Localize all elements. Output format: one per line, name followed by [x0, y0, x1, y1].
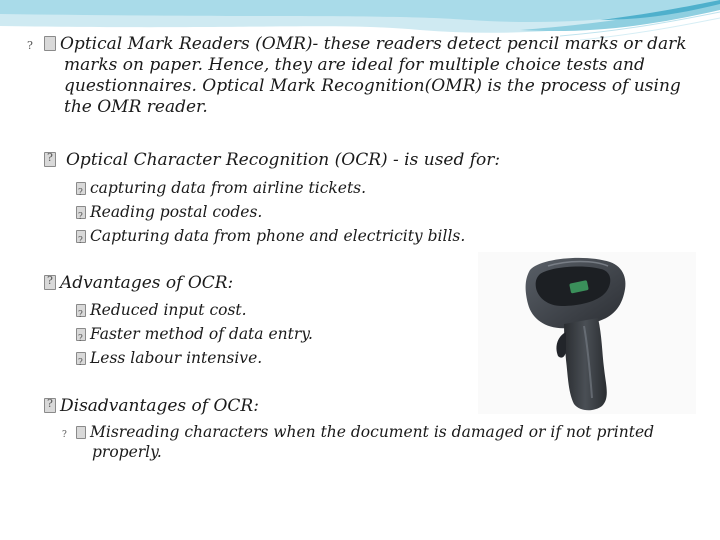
list-item [76, 346, 262, 370]
omr-text: Optical Mark Readers (OMR)- these readers detect pencil marks or dark marks on paper. Hence, they are ideal for multiple choice tests and questionnaires. Optical Mark Recognition(OMR) is the process of using the OMR reader. [60, 34, 687, 117]
barcode-scanner-icon [478, 252, 696, 414]
list-item [76, 224, 465, 248]
list-item [76, 322, 313, 346]
bullet-icon [76, 426, 86, 439]
list-item-text: Capturing data from phone and electricity bills. [90, 227, 466, 245]
disadvantages-heading-text: Disadvantages of OCR: [60, 396, 259, 416]
bullet-icon [76, 352, 86, 365]
bullet-icon [76, 230, 86, 243]
bullet-icon [76, 206, 86, 219]
list-item-text: Faster method of data entry. [90, 325, 313, 343]
advantages-heading-text: Advantages of OCR: [60, 273, 234, 293]
bullet-icon [76, 328, 86, 341]
list-item-text: capturing data from airline tickets. [90, 179, 367, 197]
advantages-heading [44, 273, 233, 293]
list-item-text: Misreading characters when the document is damaged or if not printed properly. [90, 423, 655, 461]
disadvantages-heading [44, 396, 259, 416]
bullet-icon [44, 275, 56, 290]
bullet-icon [76, 182, 86, 195]
list-item [76, 298, 247, 322]
ocr-heading [44, 150, 500, 170]
list-item-text: Less labour intensive. [90, 349, 263, 367]
list-item [76, 200, 262, 224]
list-item-text: Reading postal codes. [90, 203, 263, 221]
list-item-text: Reduced input cost. [90, 301, 247, 319]
bullet-icon [44, 36, 56, 51]
omr-paragraph [44, 34, 704, 118]
ocr-heading-text: Optical Character Recognition (OCR) - is used for: [66, 150, 501, 170]
list-item [76, 176, 366, 200]
bullet-icon [44, 152, 56, 167]
bullet-icon [44, 398, 56, 413]
barcode-scanner-image [478, 252, 696, 414]
bullet-icon [76, 304, 86, 317]
list-item [76, 422, 672, 462]
